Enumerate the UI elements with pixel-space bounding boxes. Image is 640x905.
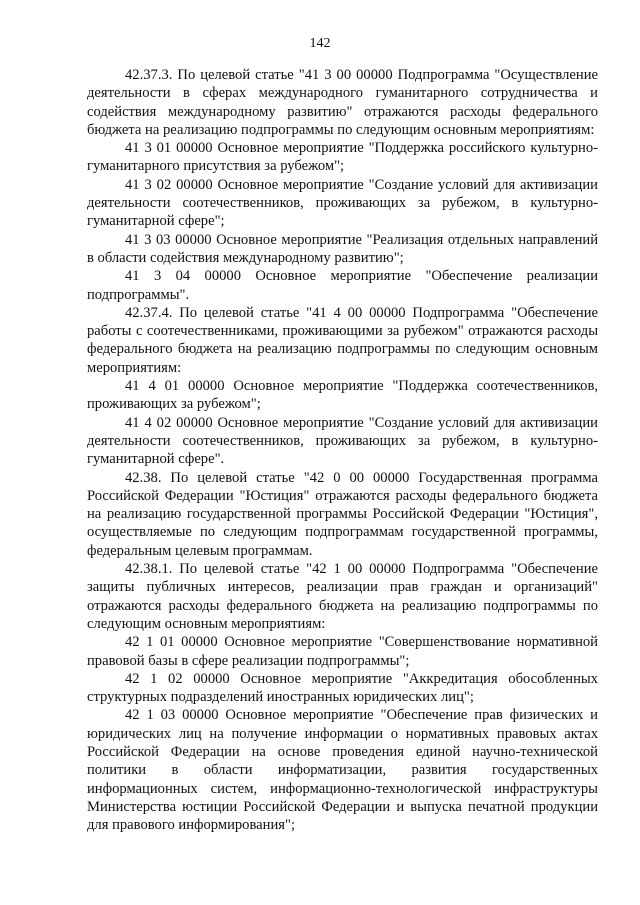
paragraph: 42 1 01 00000 Основное мероприятие "Совершенствование нормативной правовой базы в сфере реализации подпрограммы"; bbox=[87, 634, 598, 669]
paragraph: 42.37.4. По целевой статье "41 4 00 00000 Подпрограмма "Обеспечение работы с соотечественниками, проживающими за рубежом" отражаются расходы федерального бюджета на реализацию подпрограммы по следующим основным мероприятиям: bbox=[87, 304, 598, 376]
paragraph: 41 3 01 00000 Основное мероприятие "Поддержка российского культурно-гуманитарного присутствия за рубежом"; bbox=[87, 140, 598, 175]
paragraph: 42.38.1. По целевой статье "42 1 00 00000 Подпрограмма "Обеспечение защиты публичных интересов, реализации прав граждан и организаций" отражаются расходы федерального бюджета на реализацию подпрограммы по следующим основным мероприятиям: bbox=[87, 561, 598, 632]
paragraph: 42.37.3. По целевой статье "41 3 00 00000 Подпрограмма "Осуществление деятельности в сферах международного гуманитарного сотрудничества и содействия международному развитию" отражаются расходы федерального бюджета на реализацию подпрограммы по следующим основным мероприятиям: bbox=[87, 67, 598, 138]
paragraph: 42 1 03 00000 Основное мероприятие "Обеспечение прав физических и юридических лиц на получение информации о нормативных правовых актах Российской Федерации на основе проведения единой научно-технической политики в области информатизации, развития государственных информационных систем, информационно-технологической инфраструктуры Министерства юстиции Российской Федерации и выпуска печатной продукции для правового информирования"; bbox=[87, 707, 598, 834]
paragraph: 42.38. По целевой статье "42 0 00 00000 Государственная программа Российской Федерации "Юстиция" отражаются расходы федерального бюджета на реализацию государственной программы Российской Федерации "Юстиция", осуществляемые по следующим подпрограммам государственной программы, федеральным целевым программам. bbox=[87, 469, 598, 559]
paragraph: 41 4 01 00000 Основное мероприятие "Поддержка соотечественников, проживающих за рубежом"; bbox=[87, 378, 598, 413]
paragraph: 41 4 02 00000 Основное мероприятие "Создание условий для активизации деятельности соотечественников, проживающих за рубежом, в культурно-гуманитарной сфере". bbox=[87, 414, 598, 468]
document-body bbox=[87, 66, 598, 834]
paragraph: 41 3 03 00000 Основное мероприятие "Реализация отдельных направлений в области содействия международному развитию"; bbox=[87, 231, 598, 266]
paragraph: 41 3 02 00000 Основное мероприятие "Создание условий для активизации деятельности соотечественников, проживающих за рубежом, в культурно-гуманитарной сфере"; bbox=[87, 176, 598, 230]
page-number: 142 bbox=[309, 36, 331, 51]
paragraph: 42 1 02 00000 Основное мероприятие "Аккредитация обособленных структурных подразделений иностранных юридических лиц"; bbox=[87, 670, 598, 706]
paragraph: 41 3 04 00000 Основное мероприятие "Обеспечение реализации подпрограммы". bbox=[87, 268, 598, 303]
